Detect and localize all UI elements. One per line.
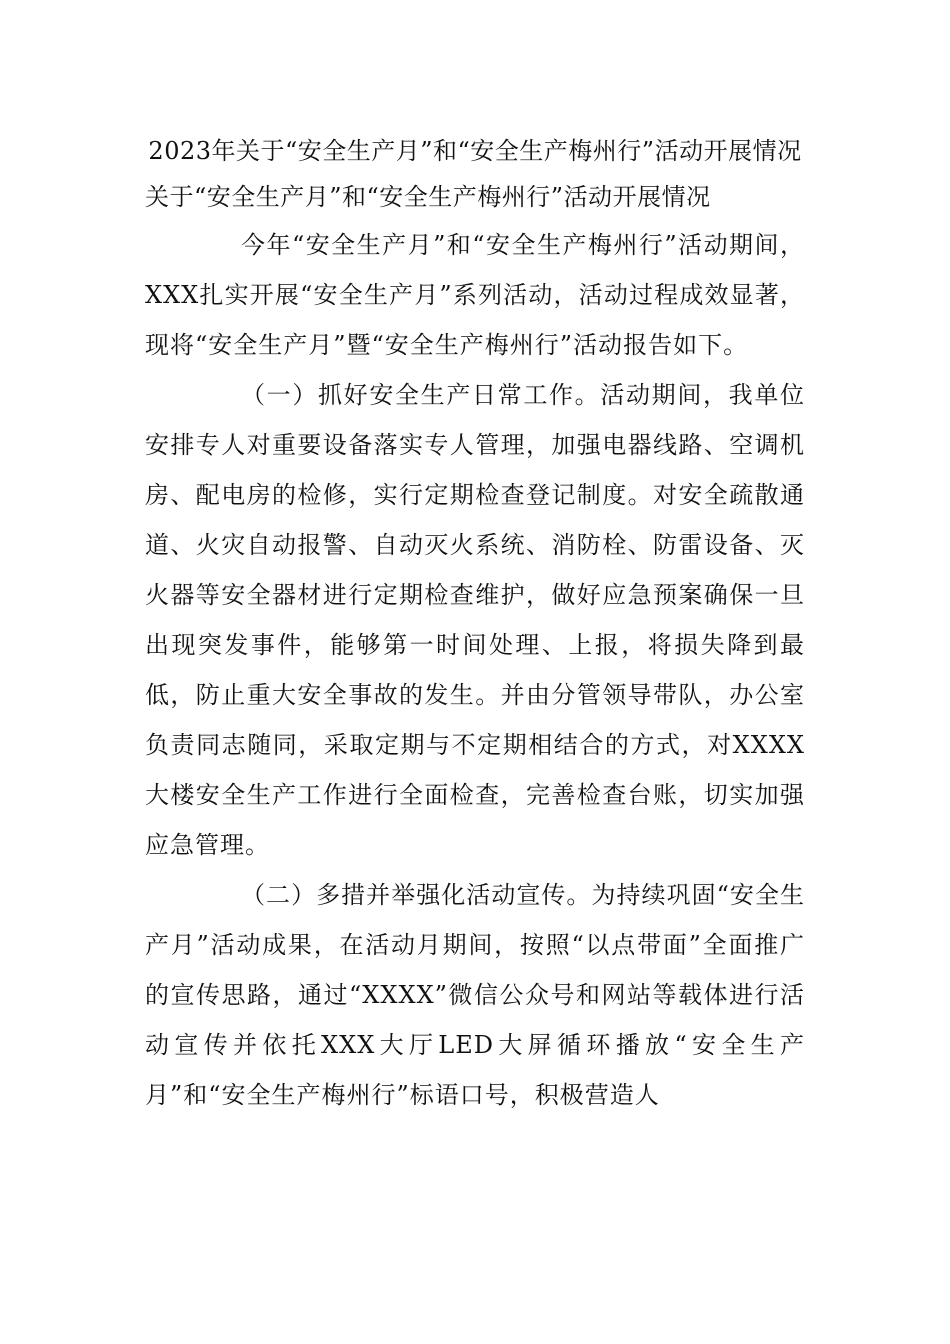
intro-paragraph: 今年“安全生产月”和“安全生产梅州行”活动期间，XXX扎实开展“安全生产月”系列活动，活动过程成效显著，现将“安全生产月”暨“安全生产梅州行”活动报告如下。	[145, 231, 805, 359]
section-2-paragraph: （二）多措并举强化活动宣传。为持续巩固“安全生产月”活动成果，在活动月期间，按照“以点带面”全面推广的宣传思路，通过“XXXX”微信公众号和网站等载体进行活动宣传并依托XXX大厅LED大屏循环播放“安全生产月”和“安全生产梅州行”标语口号，积极营造人	[145, 881, 805, 1109]
document-body	[145, 128, 805, 1120]
section-1-paragraph: （一）抓好安全生产日常工作。活动期间，我单位安排专人对重要设备落实专人管理，加强电器线路、空调机房、配电房的检修，实行定期检查登记制度。对安全疏散通道、火灾自动报警、自动灭火系统、消防栓、防雷设备、灭火器等安全器材进行定期检查维护，做好应急预案确保一旦出现突发事件，能够第一时间处理、上报，将损失降到最低，防止重大安全事故的发生。并由分管领导带队，办公室负责同志随同，采取定期与不定期相结合的方式，对XXXX大楼安全生产工作进行全面检查，完善检查台账，切实加强应急管理。	[145, 381, 805, 859]
document-title: 2023年关于“安全生产月”和“安全生产梅州行”活动开展情况	[148, 137, 802, 165]
document-subtitle: 关于“安全生产月”和“安全生产梅州行”活动开展情况	[145, 183, 711, 211]
